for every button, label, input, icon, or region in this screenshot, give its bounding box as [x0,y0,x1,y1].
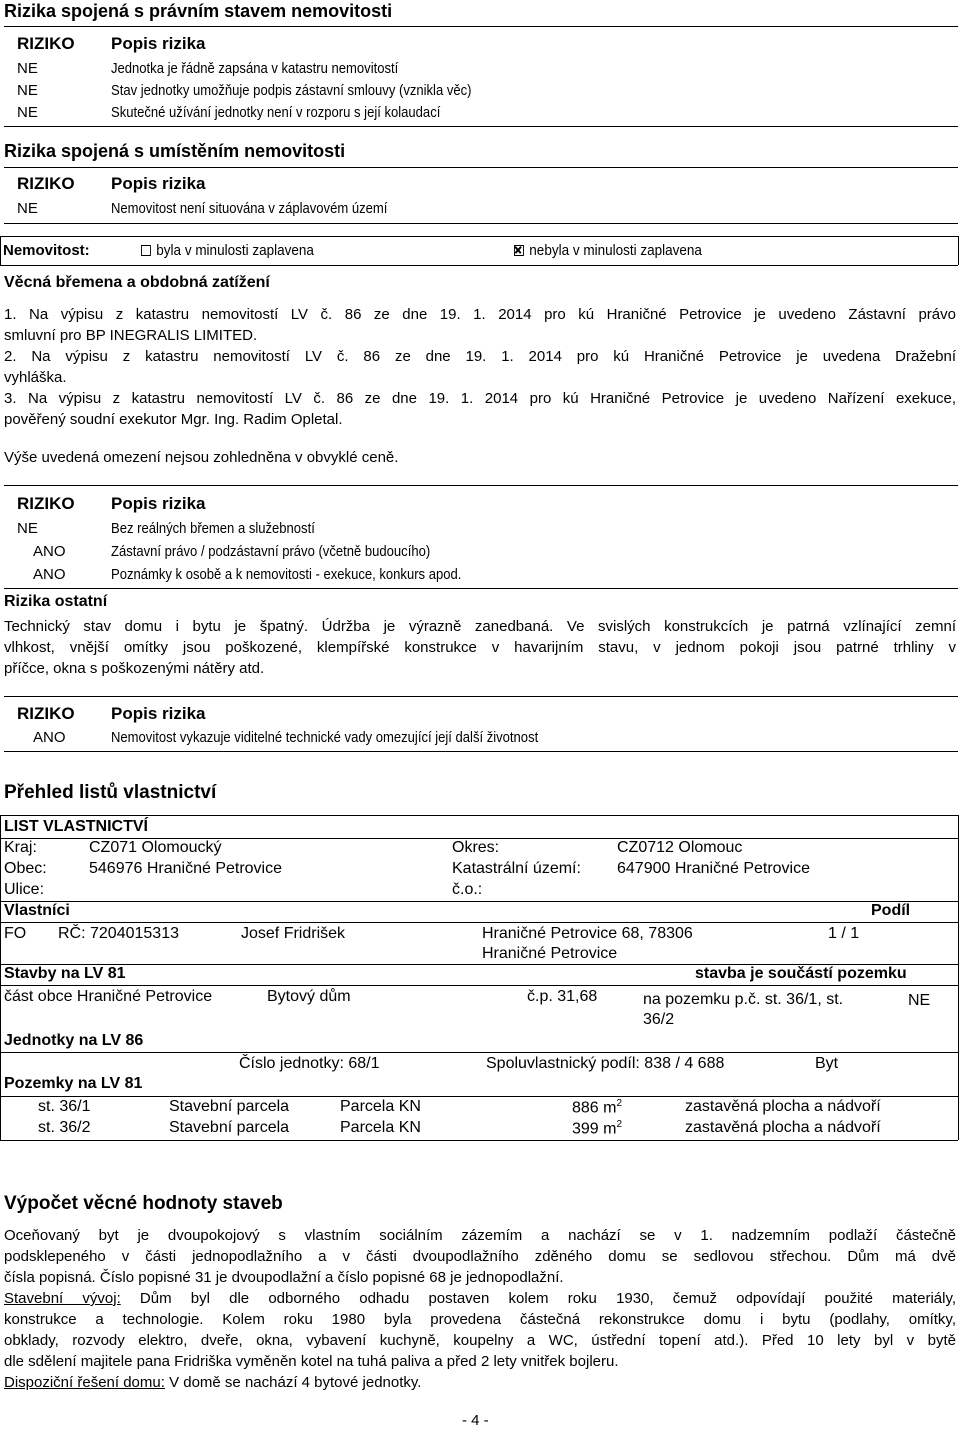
valuation-title: Výpočet věcné hodnoty staveb [4,1193,283,1214]
risk-value: ANO [33,543,66,560]
building-flag: NE [908,992,931,1009]
risk-description: Nemovitost není situována v záplavovém území [111,200,388,217]
plot-register: Parcela KN [340,1098,421,1115]
flood-box-right [958,236,959,265]
flood-label: Nemovitost: [3,242,90,259]
owner-address: Hraničné Petrovice 68, 78306 [482,925,693,942]
unit-share: Spoluvlastnický podíl: 838 / 4 688 [486,1055,725,1072]
lv-box-top [0,815,958,816]
divider [4,26,958,27]
owner-rc: RČ: 7204015313 [58,925,179,942]
flood-box-top [0,236,958,237]
legal-risks-title: Rizika spojená s právním stavem nemovitosti [4,1,393,21]
plots-label: Pozemky na LV 81 [4,1075,143,1092]
okres-value: CZ0712 Olomouc [617,839,743,856]
unit-type: Byt [815,1055,839,1072]
risk-value: ANO [33,729,66,746]
share-label: Podíl [871,902,911,919]
development-label: Stavební vývoj: [4,1290,121,1307]
risk-value: NE [17,104,38,121]
risk-value: NE [17,82,38,99]
divider [0,901,958,902]
divider [4,751,958,752]
ulice-label: Ulice: [4,881,45,898]
obec-value: 546976 Hraničné Petrovice [89,860,283,877]
plot-area: 886 $m^2$ [572,1098,623,1117]
flood-option-yes[interactable]: byla v minulosti zaplavena [141,242,314,259]
building-plot: na pozemku p.č. st. 36/1, st. [643,991,844,1008]
valuation-text: Oceňovaný byt je dvoupokojový s vlastním sociálním zázemím a nachází se v 1. nadzemním podlaží částečně podsklepeného v části jednopodlažního a v části dvoupodlažního zděného domu se sedlovou střechou. Dům má dvě čísla popisná. Číslo popisné 31 je dvoupodlažní a číslo popisné 68 je jednopodlažní. Stavební vývoj: Dům byl dle odborného odhadu postaven kolem roku 1930, čemuž odpovídají použité materiály, konstrukce a technologie. Kolem roku 1980 byla provedena částečná rekonstrukce domu i bytu (podlahy, omítky, obklady, rozvody elektro, dveře, okna, vybavení kuchyně, koupelny a WC, ústřední topení atd.). Před 10 lety byl v bytě dle sdělení majitele pana Fridriška vyměněn kotel na tuhá paliva a před 2 lety vnitřek bojleru. Dispoziční řešení domu: V domě se nachází 4 bytové jednotky. [4,1227,957,1391]
unit-number: Číslo jednotky: 68/1 [239,1055,380,1072]
lv-box-right [958,815,959,1140]
owner-address-2: Hraničné Petrovice [482,945,618,962]
other-risks-text: Technický stav domu i bytu je špatný. Údržba je výrazně zanedbaná. Ve svislých konstrukcích je patrná vzlínající zemní vlhkost, vnější omítky jsou poškozené, klempířské konstrukce v havarijním stavu, v jednom pokoji jsou patrné trhliny v příčce, okna s poškozenými nátěry atd. [4,618,956,677]
owner-type: FO [4,925,27,942]
buildings-note: stavba je součástí pozemku [695,965,907,982]
building-cp: č.p. 31,68 [527,988,598,1005]
plot-use: zastavěná plocha a nádvoří [685,1119,881,1136]
risk-column-header: RIZIKO [17,704,75,723]
divider [4,223,958,224]
building-part: část obce Hraničné Petrovice [4,988,213,1005]
divider [4,126,958,127]
checkbox-checked-icon[interactable] [514,245,524,256]
flood-box-left [0,236,1,265]
easement-item-2: 2. Na výpisu z katastru nemovitostí LV č. 86 ze dne 19. 1. 2014 pro kú Hraničné Petrovice je uvedena Dražební vyhláška. [4,348,956,386]
risk-description: Stav jednotky umožňuje podpis zástavní smlouvy (vznikla věc) [111,82,472,99]
description-column-header: Popis rizika [111,174,206,193]
risk-description: Zástavní právo / podzástavní právo (včetně budoucího) [111,543,431,560]
page-number: - 4 - [462,1412,489,1429]
building-plot-2: 36/2 [643,1011,675,1028]
flood-box-bottom [0,265,958,266]
other-risks-title: Rizika ostatní [4,593,108,610]
units-label: Jednotky na LV 86 [4,1032,144,1049]
divider [4,588,958,589]
risk-value: NE [17,520,38,537]
easement-item-3: 3. Na výpisu z katastru nemovitostí LV č. 86 ze dne 19. 1. 2014 pro kú Hraničné Petrovice je uvedeno Nařízení exekuce, pověřený soudní exekutor Mgr. Ing. Radim Opletal. [4,390,956,428]
risk-column-header: RIZIKO [17,34,75,53]
plot-area: 399 $m^2$ [572,1119,623,1138]
disposition-label: Dispoziční řešení domu: [4,1374,165,1391]
building-type: Bytový dům [267,988,351,1005]
checkbox-empty-icon[interactable] [141,245,151,256]
divider [4,485,958,486]
plot-number: st. 36/2 [38,1119,91,1136]
easements-title: Věcná břemena a obdobná zatížení [4,274,270,291]
risk-column-header: RIZIKO [17,494,75,513]
easement-item-1: 1. Na výpisu z katastru nemovitostí LV č. 86 ze dne 19. 1. 2014 pro kú Hraničné Petrovice je uvedeno Zástavní právo smluvní pro BP INEGRALIS LIMITED. [4,306,956,344]
lv-box-left [0,815,1,1140]
co-label: č.o.: [452,881,483,898]
okres-label: Okres: [452,839,500,856]
lv-title: LIST VLASTNICTVÍ [4,818,148,835]
kraj-label: Kraj: [4,839,37,856]
risk-description: Skutečné užívání jednotky není v rozporu s její kolaudací [111,104,441,121]
divider [0,922,958,923]
risk-description: Poznámky k osobě a k nemovitosti - exekuce, konkurs apod. [111,566,462,583]
risk-column-header: RIZIKO [17,174,75,193]
risk-description: Bez reálných břemen a služebností [111,520,315,537]
plot-number: st. 36/1 [38,1098,91,1115]
easement-note: Výše uvedená omezení nejsou zohledněna v obvyklé ceně. [4,449,399,466]
ku-value: 647900 Hraničné Petrovice [617,860,811,877]
ownership-title: Přehled listů vlastnictví [4,782,217,803]
owner-share: 1 / 1 [828,925,860,942]
divider [4,696,958,697]
location-risks-title: Rizika spojená s umístěním nemovitosti [4,141,346,161]
divider [0,1096,958,1097]
divider [4,167,958,168]
plot-kind: Stavební parcela [169,1098,290,1115]
flood-option-no[interactable]: nebyla v minulosti zaplavena [514,242,702,259]
ku-label: Katastrální území: [452,860,581,877]
plot-kind: Stavební parcela [169,1119,290,1136]
description-column-header: Popis rizika [111,34,206,53]
divider [0,985,958,986]
plot-use: zastavěná plocha a nádvoří [685,1098,881,1115]
buildings-label: Stavby na LV 81 [4,965,126,982]
lv-box-bottom [0,1140,958,1141]
divider [0,1052,958,1053]
risk-value: NE [17,60,38,77]
owners-label: Vlastníci [4,902,70,919]
risk-description: Jednotka je řádně zapsána v katastru nemovitostí [111,60,399,77]
risk-value: NE [17,200,38,217]
plot-register: Parcela KN [340,1119,421,1136]
description-column-header: Popis rizika [111,494,206,513]
owner-name: Josef Fridrišek [241,925,346,942]
description-column-header: Popis rizika [111,704,206,723]
obec-label: Obec: [4,860,47,877]
kraj-value: CZ071 Olomoucký [89,839,222,856]
risk-description: Nemovitost vykazuje viditelné technické vady omezující její další životnost [111,729,539,746]
risk-value: ANO [33,566,66,583]
